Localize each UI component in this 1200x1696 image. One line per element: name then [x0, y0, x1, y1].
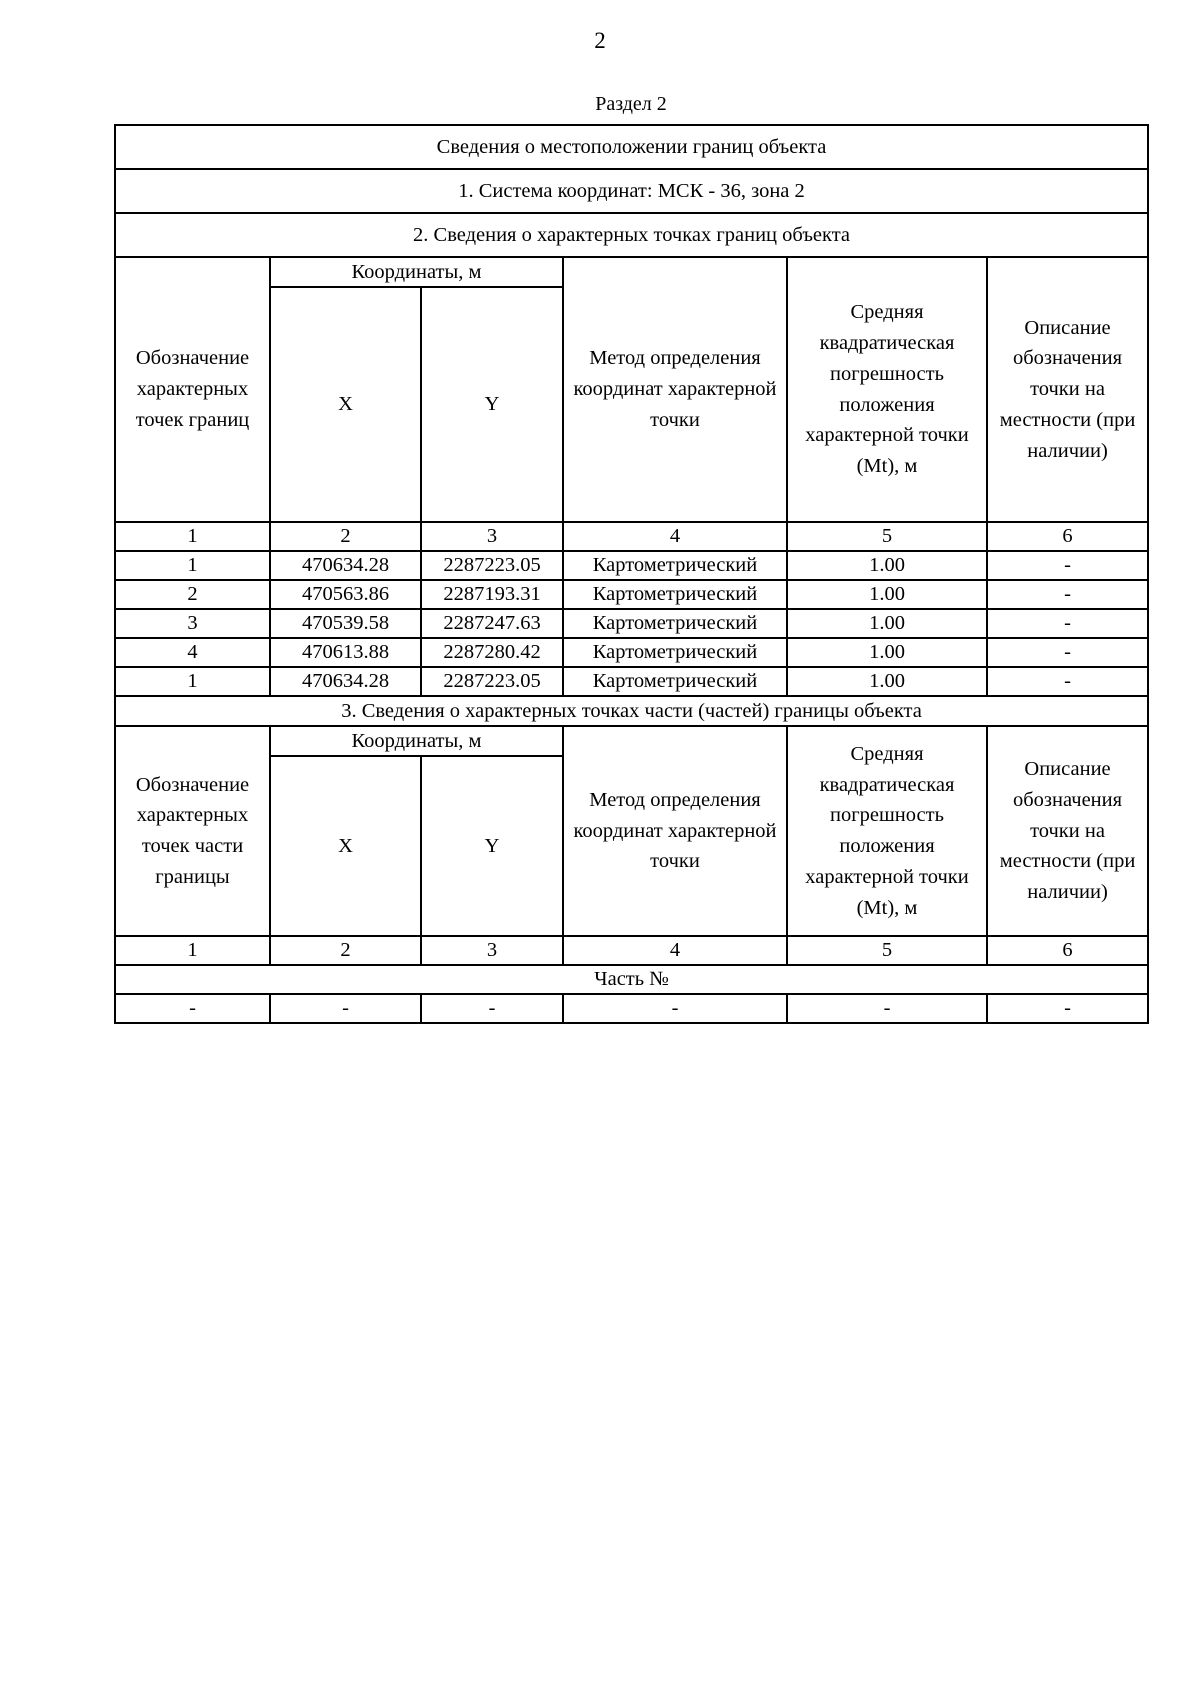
- part-header-designation-line2: точек части: [141, 835, 244, 857]
- description-cell: -: [987, 994, 1148, 1023]
- column-number: 1: [115, 936, 270, 965]
- header-y: Y: [421, 287, 563, 522]
- x-cell: 470613.88: [270, 638, 421, 667]
- point-cell: 3: [115, 609, 270, 638]
- y-cell: -: [421, 994, 563, 1023]
- column-number: 6: [987, 936, 1148, 965]
- part-header-description: Описание обозначения точки на местности (при наличии): [987, 726, 1148, 936]
- x-cell: 470634.28: [270, 551, 421, 580]
- x-cell: 470634.28: [270, 667, 421, 696]
- column-number: 3: [421, 936, 563, 965]
- method-cell: Картометрический: [563, 638, 787, 667]
- table-title: Сведения о местоположении границ объекта: [115, 125, 1148, 169]
- error-cell: 1.00: [787, 580, 987, 609]
- table-row: [115, 667, 1148, 696]
- table-row: [115, 638, 1148, 667]
- description-cell: -: [987, 667, 1148, 696]
- error-cell: 1.00: [787, 667, 987, 696]
- description-cell: -: [987, 551, 1148, 580]
- column-number: 2: [270, 936, 421, 965]
- point-cell: -: [115, 994, 270, 1023]
- y-cell: 2287247.63: [421, 609, 563, 638]
- method-cell: Картометрический: [563, 551, 787, 580]
- section-label: Раздел 2: [595, 93, 667, 115]
- column-numbers-row: [115, 522, 1148, 551]
- column-number: 5: [787, 936, 987, 965]
- description-cell: -: [987, 609, 1148, 638]
- column-number: 2: [270, 522, 421, 551]
- error-cell: -: [787, 994, 987, 1023]
- table-row: [115, 580, 1148, 609]
- part-header-method: Метод определения координат характерной точки: [563, 726, 787, 936]
- part-header-designation: [115, 726, 270, 936]
- header-coordinates: Координаты, м: [270, 257, 563, 287]
- y-cell: 2287223.05: [421, 551, 563, 580]
- page-number: 2: [594, 28, 606, 53]
- column-number: 5: [787, 522, 987, 551]
- column-number: 3: [421, 522, 563, 551]
- column-number: 6: [987, 522, 1148, 551]
- part-header-designation-line3: границы: [155, 865, 230, 888]
- header-error: Средняя квадратическая погрешность положения характерной точки (Mt), м: [787, 257, 987, 522]
- table-row: [115, 994, 1148, 1023]
- header-description: Описание обозначения точки на местности (при наличии): [987, 257, 1148, 522]
- part-header-error: Средняя квадратическая погрешность положения характерной точки (Mt), м: [787, 726, 987, 936]
- description-cell: -: [987, 638, 1148, 667]
- column-number: 4: [563, 522, 787, 551]
- header-designation: Обозначение характерных точек границ: [115, 257, 270, 522]
- part-header-x: X: [270, 756, 421, 936]
- y-cell: 2287193.31: [421, 580, 563, 609]
- description-cell: -: [987, 580, 1148, 609]
- header-x: X: [270, 287, 421, 522]
- point-cell: 4: [115, 638, 270, 667]
- method-cell: Картометрический: [563, 609, 787, 638]
- y-cell: 2287223.05: [421, 667, 563, 696]
- part-points-title: 3. Сведения о характерных точках части (частей) границы объекта: [115, 696, 1148, 726]
- column-number: 1: [115, 522, 270, 551]
- point-cell: 2: [115, 580, 270, 609]
- error-cell: 1.00: [787, 638, 987, 667]
- boundary-table: [114, 124, 1149, 1024]
- x-cell: -: [270, 994, 421, 1023]
- error-cell: 1.00: [787, 551, 987, 580]
- error-cell: 1.00: [787, 609, 987, 638]
- part-header-designation-line1: Обозначение характерных: [135, 773, 250, 827]
- y-cell: 2287280.42: [421, 638, 563, 667]
- x-cell: 470563.86: [270, 580, 421, 609]
- point-cell: 1: [115, 551, 270, 580]
- part-label: Часть №: [115, 965, 1148, 994]
- method-cell: Картометрический: [563, 667, 787, 696]
- table-row: [115, 609, 1148, 638]
- part-header-coordinates: Координаты, м: [270, 726, 563, 756]
- method-cell: -: [563, 994, 787, 1023]
- column-number: 4: [563, 936, 787, 965]
- method-cell: Картометрический: [563, 580, 787, 609]
- point-cell: 1: [115, 667, 270, 696]
- header-method: Метод определения координат характерной точки: [563, 257, 787, 522]
- part-column-numbers-row: [115, 936, 1148, 965]
- part-header-y: Y: [421, 756, 563, 936]
- boundary-points-title: 2. Сведения о характерных точках границ объекта: [115, 213, 1148, 257]
- x-cell: 470539.58: [270, 609, 421, 638]
- coordinate-system: 1. Система координат: МСК - 36, зона 2: [115, 169, 1148, 213]
- table-row: [115, 551, 1148, 580]
